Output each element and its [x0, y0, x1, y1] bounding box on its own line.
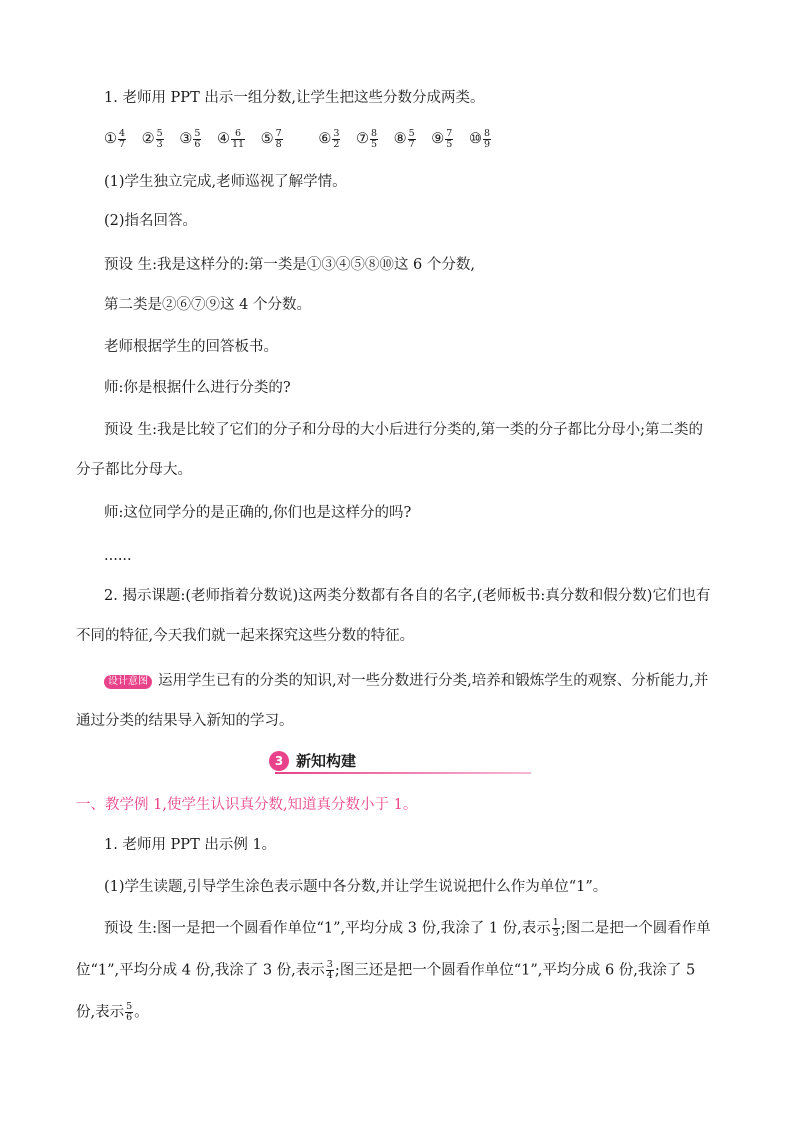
ellipsis: ...... — [104, 548, 132, 564]
fraction-item: ② $\frac{5}{3}$ — [141, 127, 163, 150]
paragraph-step-1: 1. 老师用 PPT 出示一组分数,让学生把这些分数分成两类。 — [104, 90, 485, 106]
design-intent-paragraph-cont: 通过分类的结果导入新知的学习。 — [76, 713, 294, 729]
paragraph-preset-figures-end: 份,表示 $\frac{5}{6}$ 。 — [76, 1001, 149, 1023]
teaching-heading: 一、教学例 1,使学生认识真分数,知道真分数小于 1。 — [76, 797, 418, 813]
section-title: 新知构建 — [296, 752, 357, 770]
section-number-badge: 3 — [269, 751, 289, 771]
design-intent-badge: 设计意图 — [104, 675, 152, 689]
fraction-inline: $\frac{3}{4}$ — [326, 959, 333, 981]
paragraph-preset-figures: 预设 生:图一是把一个圆看作单位“1”,平均分成 3 份,我涂了 1 份,表示 $\frac{1}{3}$ ;图二是把一个圆看作单 — [104, 917, 711, 939]
fraction-item: ⑨ $\frac{7}{5}$ — [431, 127, 453, 150]
design-intent-text: 运用学生已有的分类的知识,对一些分数进行分类,培养和锻炼学生的观察、分析能力,并 — [158, 673, 709, 689]
paragraph-teacher-question: 师:你是根据什么进行分类的? — [104, 380, 291, 396]
design-intent-paragraph — [104, 671, 708, 691]
paragraph-preset-reason-cont: 分子都比分母大。 — [76, 462, 192, 478]
paragraph-substep-2: (2)指名回答。 — [104, 213, 198, 229]
paragraph-preset-reason: 预设 生:我是比较了它们的分子和分母的大小后进行分类的,第一类的分子都比分母小;第二类的 — [104, 422, 703, 438]
paragraph-step-2: 2. 揭示课题:(老师指着分数说)这两类分数都有各自的名字,(老师板书:真分数和假分数)它们也有 — [104, 588, 711, 604]
fraction-item: ⑦ $\frac{8}{5}$ — [355, 127, 378, 150]
paragraph-preset-figures-cont: 位“1”,平均分成 4 份,我涂了 3 份,表示 $\frac{3}{4}$ ;图三还是把一个圆看作单位“1”,平均分成 6 份,我涂了 5 — [76, 959, 696, 981]
paragraph-read-question: (1)学生读题,引导学生涂色表示题中各分数,并让学生说说把什么作为单位“1”。 — [104, 879, 608, 895]
fraction-item: ③ $\frac{5}{6}$ — [179, 127, 201, 150]
fraction-inline: $\frac{1}{3}$ — [552, 917, 559, 939]
fraction-item: ④ $\frac{6}{11}$ — [216, 127, 245, 150]
fraction-inline: $\frac{5}{6}$ — [126, 1001, 133, 1023]
paragraph-substep-1: (1)学生独立完成,老师巡视了解学情。 — [104, 174, 347, 190]
fraction-item: ⑩ $\frac{8}{9}$ — [468, 127, 490, 150]
section-header — [269, 750, 531, 774]
paragraph-board-note: 老师根据学生的回答板书。 — [104, 339, 278, 355]
fraction-item: ① $\frac{4}{7}$ — [104, 127, 126, 150]
fraction-item: ⑧ $\frac{5}{7}$ — [393, 127, 415, 150]
section-underline — [275, 772, 531, 774]
fraction-list — [104, 126, 502, 152]
paragraph-teacher-confirm: 师:这位同学分的是正确的,你们也是这样分的吗? — [104, 505, 412, 521]
paragraph-example-1: 1. 老师用 PPT 出示例 1。 — [104, 837, 277, 853]
fraction-item: ⑤ $\frac{7}{8}$ — [260, 127, 282, 150]
paragraph-preset-answer: 预设 生:我是这样分的:第一类是①③④⑤⑧⑩这 6 个分数, — [104, 257, 475, 273]
fraction-item: ⑥ $\frac{3}{2}$ — [318, 127, 340, 150]
paragraph-step-2-cont: 不同的特征,今天我们就一起来探究这些分数的特征。 — [76, 628, 415, 644]
paragraph-second-class: 第二类是②⑥⑦⑨这 4 个分数。 — [104, 297, 311, 313]
